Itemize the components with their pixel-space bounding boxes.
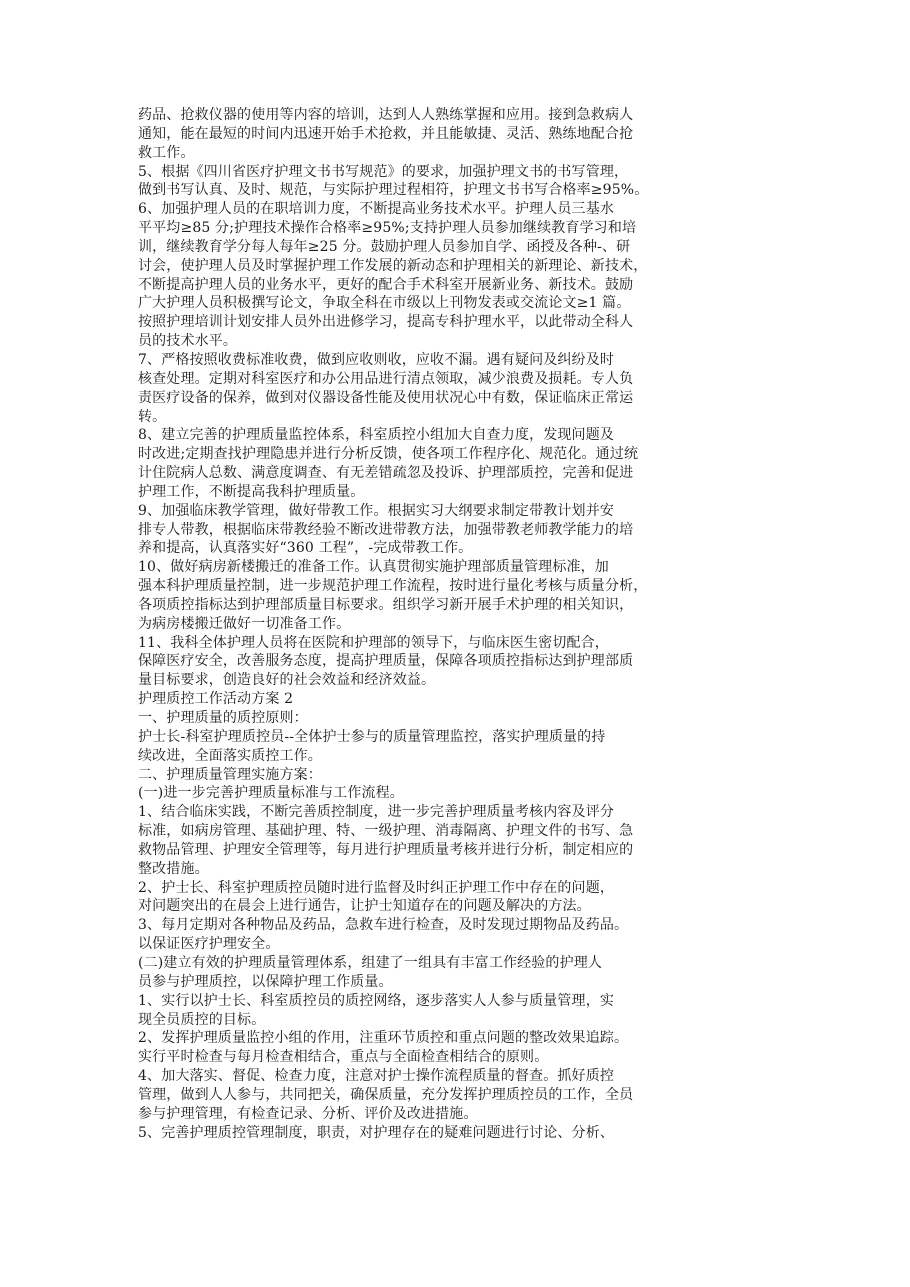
text-line: 养和提高，认真落实好“360 工程”，-完成带教工作。 <box>138 540 473 557</box>
text-line: 平平均≥85 分;护理技术操作合格率≥95%;支持护理人员参加继续教育学习和培 <box>138 220 637 237</box>
text-line: (二)建立有效的护理质量管理体系，组建了一组具有丰富工作经验的护理人 <box>138 954 603 971</box>
text-line: 不断提高护理人员的业务水平，更好的配合手术科室开展新业务、新技术。鼓励 <box>138 276 634 293</box>
text-line: 二、护理质量管理实施方案： <box>138 766 322 783</box>
text-line: 标准，如病房管理、基础护理、特、一级护理、消毒隔离、护理文件的书写、急 <box>138 823 634 840</box>
text-line: 现全员质控的目标。 <box>138 1011 266 1028</box>
text-line: 以保证医疗护理安全。 <box>138 936 280 953</box>
text-line: 整改措施。 <box>138 860 209 877</box>
text-line: 护士长-科室护理质控员--全体护士参与的质量管理监控，落实护理质量的持 <box>138 728 606 745</box>
text-line: 药品、抢救仪器的使用等内容的培训，达到人人熟练掌握和应用。接到急救病人 <box>138 107 634 123</box>
text-line: 保障医疗安全，改善服务态度，提高护理质量，保障各项质控指标达到护理部质 <box>138 653 634 670</box>
text-line: 救物品管理、护理安全管理等，每月进行护理质量考核并进行分析，制定相应的 <box>138 841 634 858</box>
text-line: 7、严格按照收费标准收费，做到应收则收，应收不漏。遇有疑问及纠纷及时 <box>138 351 615 368</box>
document-body <box>138 106 738 1142</box>
text-line: 一、护理质量的质控原则： <box>138 710 308 726</box>
text-line: 核查处理。定期对科室医疗和办公用品进行清点领取，减少浪费及损耗。专人负 <box>138 370 634 387</box>
text-line: 续改进，全面落实质控工作。 <box>138 747 322 764</box>
text-line: 为病房楼搬迁做好一切准备工作。 <box>138 615 351 632</box>
text-line: 对问题突出的在晨会上进行通告，让护士知道存在的问题及解决的方法。 <box>138 898 591 915</box>
text-line: 2、发挥护理质量监控小组的作用，注重环节质控和重点问题的整改效果追踪。 <box>138 1030 629 1047</box>
text-line: 时改进;定期查找护理隐患并进行分析反馈，使各项工作程序化、规范化。通过统 <box>138 446 639 463</box>
text-line: 5、完善护理质控管理制度，职责，对护理存在的疑难问题进行讨论、分析、 <box>138 1124 615 1141</box>
text-line: 3、每月定期对各种物品及药品，急救车进行检查，及时发现过期物品及药品。 <box>138 917 629 934</box>
text-line: 按照护理培训计划安排人员外出进修学习，提高专科护理水平，以此带动全科人 <box>138 314 634 331</box>
text-line: 4、加大落实、督促、检查力度，注意对护士操作流程质量的督查。抓好质控 <box>138 1068 615 1085</box>
text-line: 9、加强临床教学管理，做好带教工作。根据实习大纲要求制定带教计划并安 <box>138 502 615 519</box>
text-line: 救工作。 <box>138 144 195 161</box>
text-line: 责医疗设备的保养，做到对仪器设备性能及使用状况心中有数，保证临床正常运 <box>138 389 634 406</box>
text-line: 通知，能在最短的时间内迅速开始手术抢救，并且能敏捷、灵活、熟练地配合抢 <box>138 125 634 142</box>
text-line: 管理，做到人人参与，共同把关，确保质量，充分发挥护理质控员的工作，全员 <box>138 1086 634 1103</box>
text-line: 计住院病人总数、满意度调查、有无差错疏忽及投诉、护理部质控，完善和促进 <box>138 465 634 482</box>
text-line: 员参与护理质控，以保障护理工作质量。 <box>138 973 393 990</box>
text-line: 护理质控工作活动方案 2 <box>138 691 294 708</box>
text-line: 实行平时检查与每月检查相结合，重点与全面检查相结合的原则。 <box>138 1049 549 1066</box>
text-line: 讨会，使护理人员及时掌握护理工作发展的新动态和护理相关的新理论、新技术， <box>138 257 648 274</box>
text-line: 排专人带教，根据临床带教经验不断改进带教方法，加强带教老师教学能力的培 <box>138 521 634 538</box>
text-line: 8、建立完善的护理质量监控体系，科室质控小组加大自查力度，发现问题及 <box>138 427 615 444</box>
text-line: 转。 <box>138 408 167 425</box>
text-line: 各项质控指标达到护理部质量目标要求。组织学习新开展手术护理的相关知识， <box>138 596 634 613</box>
text-line: 1、实行以护士长、科室质控员的质控网络，逐步落实人人参与质量管理，实 <box>138 992 615 1009</box>
text-line: 强本科护理质量控制，进一步规范护理工作流程，按时进行量化考核与质量分析， <box>138 578 648 595</box>
text-line: 参与护理管理，有检查记录、分析、评价及改进措施。 <box>138 1105 478 1122</box>
text-line: (一)进一步完善护理质量标准与工作流程。 <box>138 785 404 802</box>
text-line: 11、我科全体护理人员将在医院和护理部的领导下，与临床医生密切配合， <box>138 634 609 651</box>
text-line: 量目标要求，创造良好的社会效益和经济效益。 <box>138 672 436 689</box>
text-line: 训，继续教育学分每人每年≥25 分。鼓励护理人员参加自学、函授及各种-、研 <box>138 238 631 255</box>
text-line: 5、根据《四川省医疗护理文书书写规范》的要求，加强护理文书的书写管理， <box>138 163 629 180</box>
text-line: 广大护理人员积极撰写论文，争取全科在市级以上刊物发表或交流论文≥1 篇。 <box>138 295 631 312</box>
text-line: 做到书写认真、及时、规范，与实际护理过程相符，护理文书书写合格率≥95%。 <box>138 182 649 199</box>
text-line: 员的技术水平。 <box>138 333 238 350</box>
text-line: 2、护士长、科室护理质控员随时进行监督及时纠正护理工作中存在的问题， <box>138 879 615 896</box>
text-line: 6、加强护理人员的在职培训力度，不断提高业务技术水平。护理人员三基水 <box>138 201 615 218</box>
text-line: 10、做好病房新楼搬迁的准备工作。认真贯彻实施护理部质量管理标准，加 <box>138 559 609 576</box>
text-line: 护理工作，不断提高我科护理质量。 <box>138 483 365 500</box>
text-line: 1、结合临床实践，不断完善质控制度，进一步完善护理质量考核内容及评分 <box>138 804 615 821</box>
